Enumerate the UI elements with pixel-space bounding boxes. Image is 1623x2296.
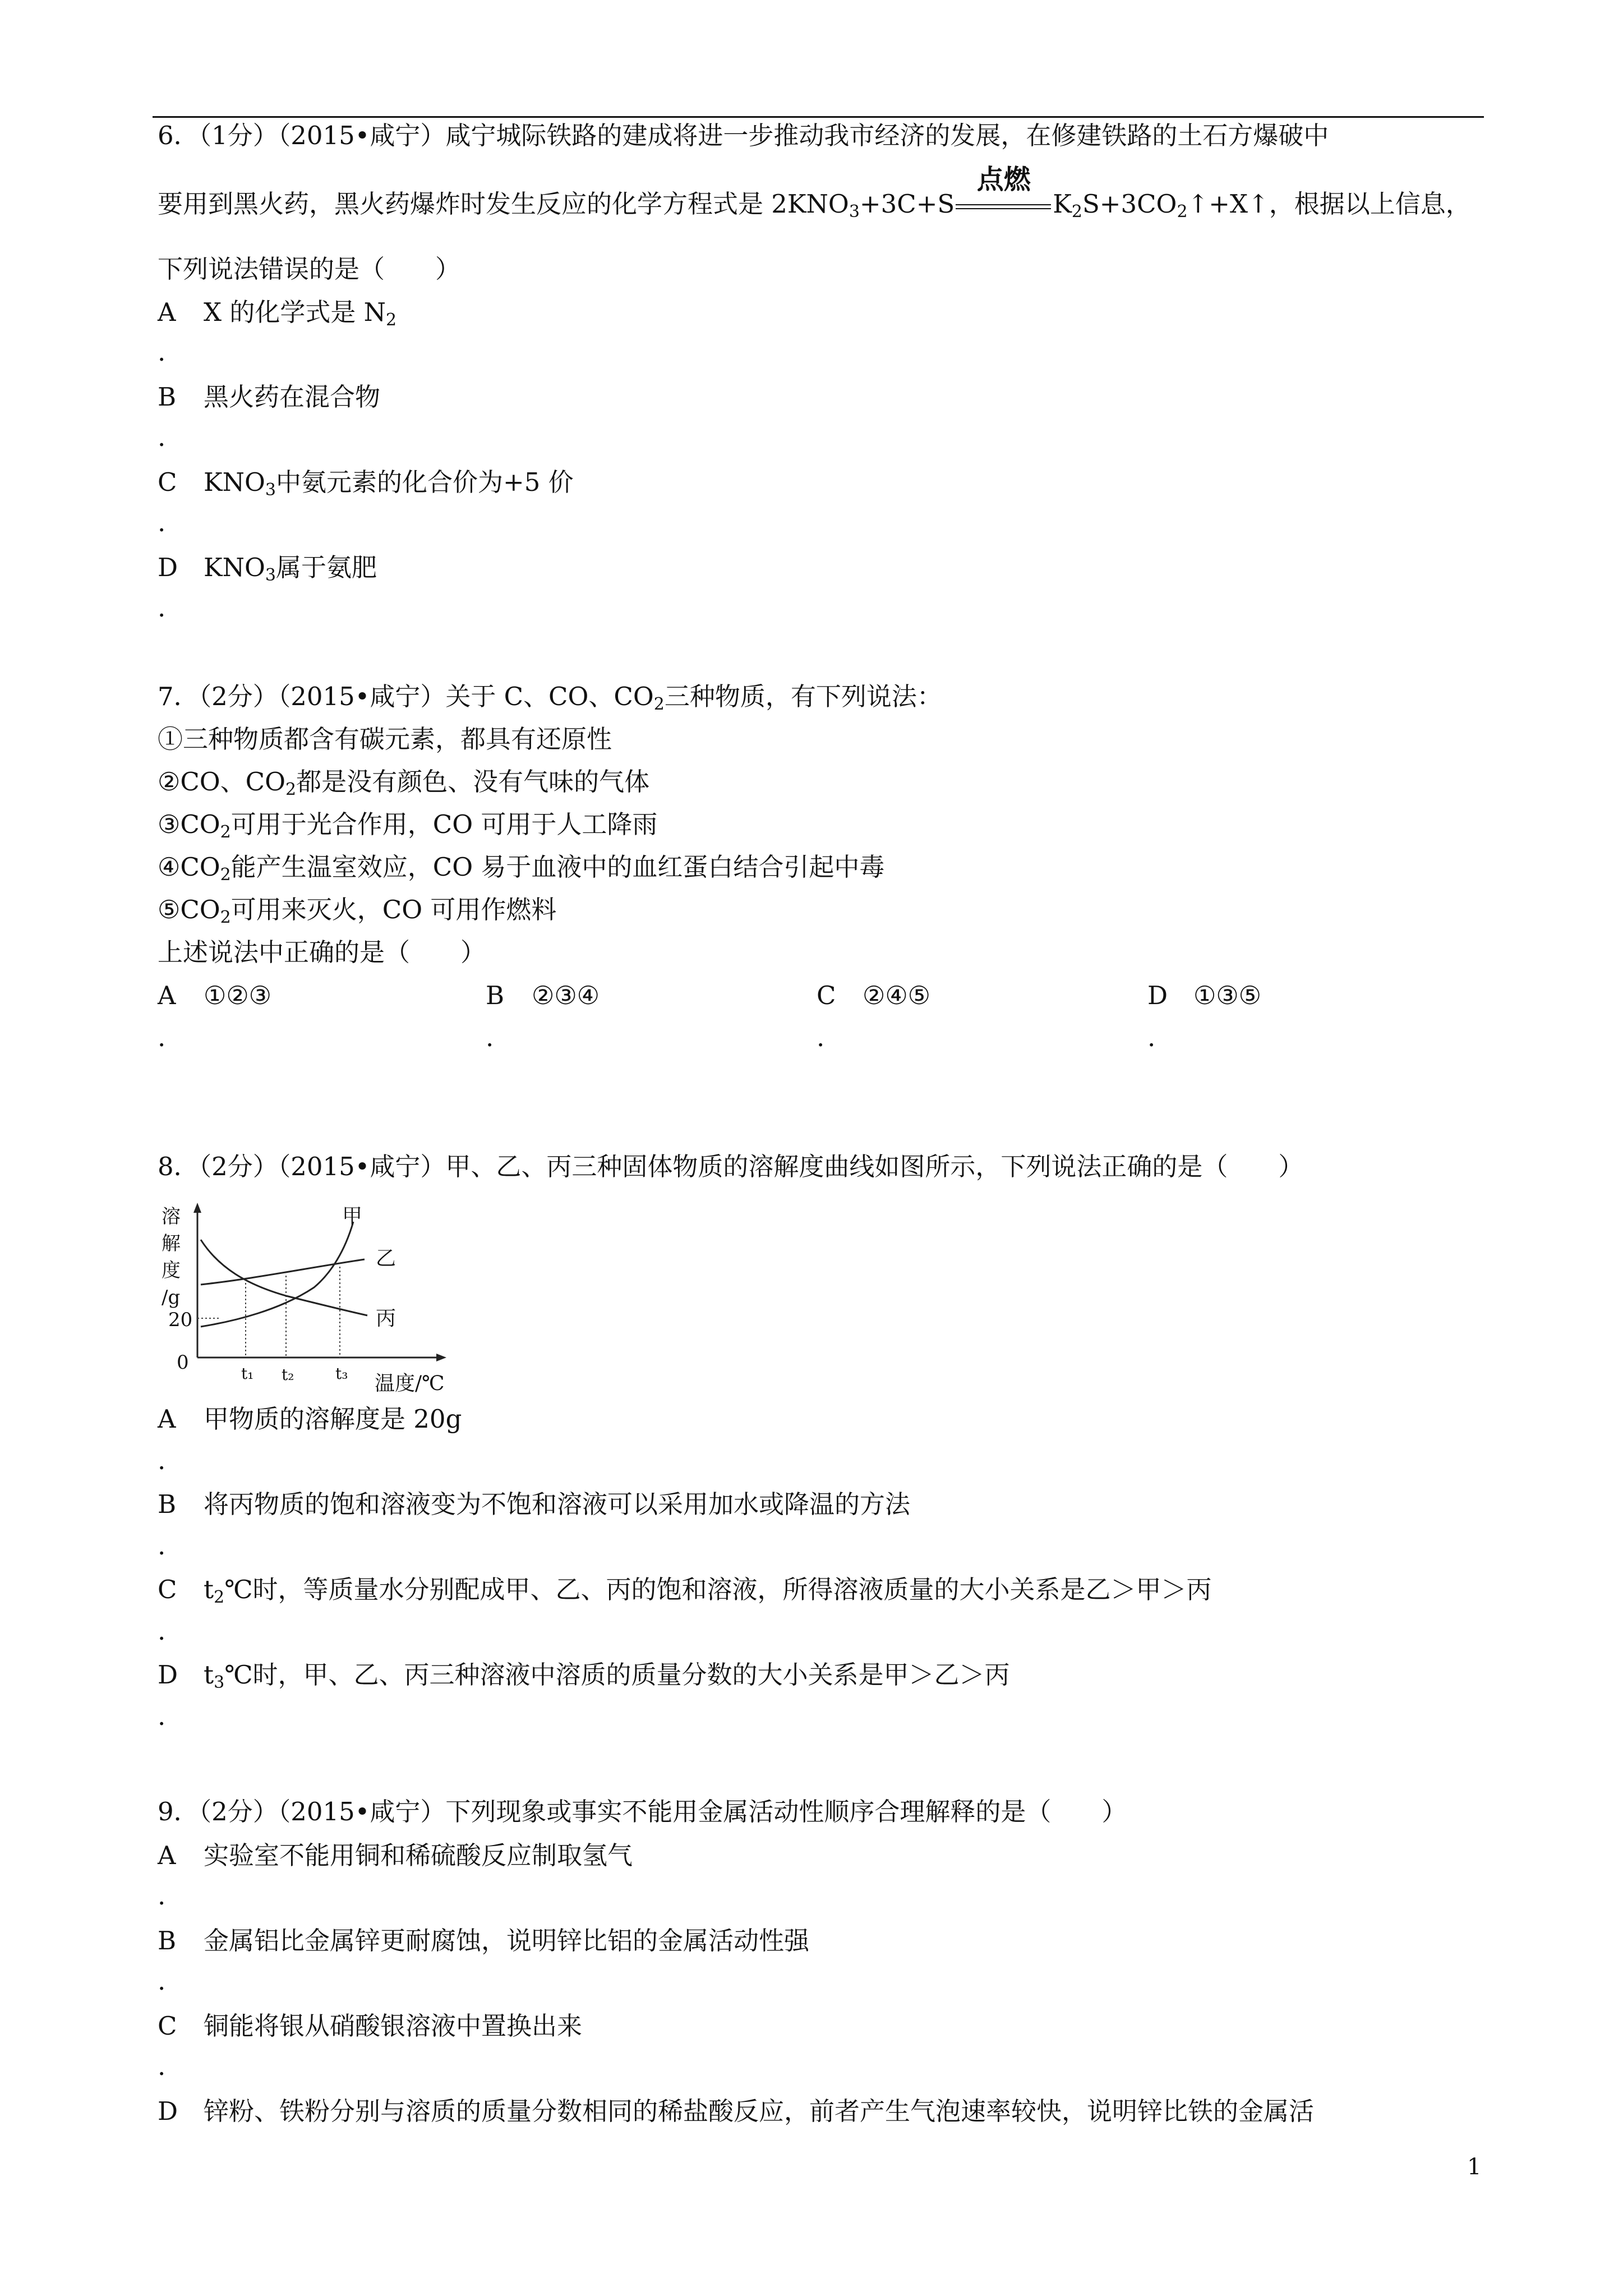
x-axis-arrow: [436, 1354, 446, 1361]
q7-statement-4: $④CO_2$能产生温室效应，CO 易于血液中的血红蛋白结合引起中毒: [158, 852, 885, 885]
option-dot: .: [158, 593, 166, 623]
x-tick-t2: t₂: [282, 1365, 294, 1384]
option-dot: .: [158, 1531, 166, 1561]
option-dot: .: [158, 1701, 166, 1731]
origin-label: 0: [177, 1351, 189, 1374]
q8-option-c: C $t_2℃$时，等质量水分别配成甲、乙、丙的饱和溶液，所得溶液质量的大小关系是乙＞甲＞丙: [158, 1575, 1212, 1607]
option-dot: .: [158, 508, 166, 537]
label-yi: 乙: [376, 1247, 396, 1270]
option-dot: .: [158, 1881, 166, 1911]
solubility-curve-figure: [151, 1200, 465, 1402]
option-dot: .: [158, 337, 166, 367]
q7-statement-2: ②CO、$CO_2$都是没有颜色、没有气味的气体: [158, 767, 650, 799]
q9-option-a: A 实验室不能用铜和稀硫酸反应制取氢气: [158, 1841, 633, 1870]
x-tick-t3: t₃: [335, 1364, 348, 1383]
q7-stem: 7．（2分）（2015•咸宁）关于 C、CO、$CO_2$三种物质，有下列说法：: [158, 682, 942, 714]
q6-option-d: D $KNO_3$属于氨肥: [158, 553, 377, 585]
y-tick-20: 20: [168, 1309, 193, 1331]
page-number: 1: [1467, 2154, 1482, 2180]
option-dot: .: [486, 1023, 494, 1052]
q8-option-a: A 甲物质的溶解度是 20g: [158, 1404, 462, 1434]
option-dot: .: [158, 422, 166, 452]
q8-stem: 8．（2分）（2015•咸宁）甲、乙、丙三种固体物质的溶解度曲线如图所示，下列说法正确的是（ ）: [158, 1152, 1304, 1181]
x-axis-label: 温度/℃: [375, 1372, 445, 1395]
option-dot: .: [817, 1023, 825, 1052]
y-label-char-4: /g: [162, 1286, 181, 1309]
q6-stem-line2: 要用到黑火药，黑火药爆炸时发生反应的化学方程式是 $2KNO_3+3C+S$ 点燃 $K_2S+3CO_2↑+X↑$，根据以上信息，: [158, 164, 1471, 222]
y-label-char-2: 解: [162, 1232, 181, 1255]
option-dot: .: [158, 2051, 166, 2081]
q7-option-d: D ①③⑤: [1147, 981, 1262, 1010]
x-tick-t1: t₁: [241, 1364, 254, 1383]
q9-stem: 9．（2分）（2015•咸宁）下列现象或事实不能用金属活动性顺序合理解释的是（ ）: [158, 1797, 1127, 1826]
q7-question: 上述说法中正确的是（ ）: [158, 937, 486, 967]
q7-option-a: A ①②③: [158, 981, 272, 1010]
y-label-char-1: 溶: [162, 1205, 181, 1228]
q9-option-c: C 铜能将银从硝酸银溶液中置换出来: [158, 2011, 583, 2041]
y-axis-arrow: [193, 1203, 201, 1213]
q7-statement-3: $③CO_2$可用于光合作用，CO 可用于人工降雨: [158, 809, 658, 842]
option-dot: .: [158, 1023, 166, 1052]
y-label-char-3: 度: [162, 1259, 181, 1282]
q7-option-c: C ②④⑤: [817, 981, 931, 1010]
q7-option-b: B ②③④: [486, 981, 600, 1010]
q7-statement-1: ①三种物质都含有碳元素，都具有还原性: [158, 724, 612, 754]
q9-option-b: B 金属铝比金属锌更耐腐蚀，说明锌比铝的金属活动性强: [158, 1926, 810, 1955]
top-rule: [153, 116, 1484, 118]
q8-option-b: B 将丙物质的饱和溶液变为不饱和溶液可以采用加水或降温的方法: [158, 1489, 911, 1519]
option-dot: .: [158, 1616, 166, 1646]
q7-statement-5: $⑤CO_2$可用来灭火，CO 可用作燃料: [158, 895, 557, 927]
label-bing: 丙: [376, 1307, 396, 1330]
option-dot: .: [158, 1966, 166, 1996]
q6-stem-line3: 下列说法错误的是（ ）: [158, 254, 461, 284]
q6-option-b: B 黑火药在混合物: [158, 382, 381, 412]
q9-option-d: D 锌粉、铁粉分别与溶质的质量分数相同的稀盐酸反应，前者产生气泡速率较快，说明锌比铁的金属活: [158, 2096, 1315, 2126]
q8-option-d: D $t_3℃$时，甲、乙、丙三种溶液中溶质的质量分数的大小关系是甲＞乙＞丙: [158, 1660, 1010, 1692]
reaction-condition: 点燃: [955, 187, 1053, 221]
option-dot: .: [1147, 1023, 1156, 1052]
option-dot: .: [158, 1446, 166, 1475]
q6-stem-line1: 6．（1分）（2015•咸宁）咸宁城际铁路的建成将进一步推动我市经济的发展，在修建铁路的土石方爆破中: [158, 121, 1329, 150]
q6-option-a: A X 的化学式是 $N_2$: [158, 297, 397, 330]
label-jia: 甲: [342, 1205, 363, 1228]
q6-option-c: C $KNO_3$中氨元素的化合价为+5 价: [158, 467, 574, 500]
